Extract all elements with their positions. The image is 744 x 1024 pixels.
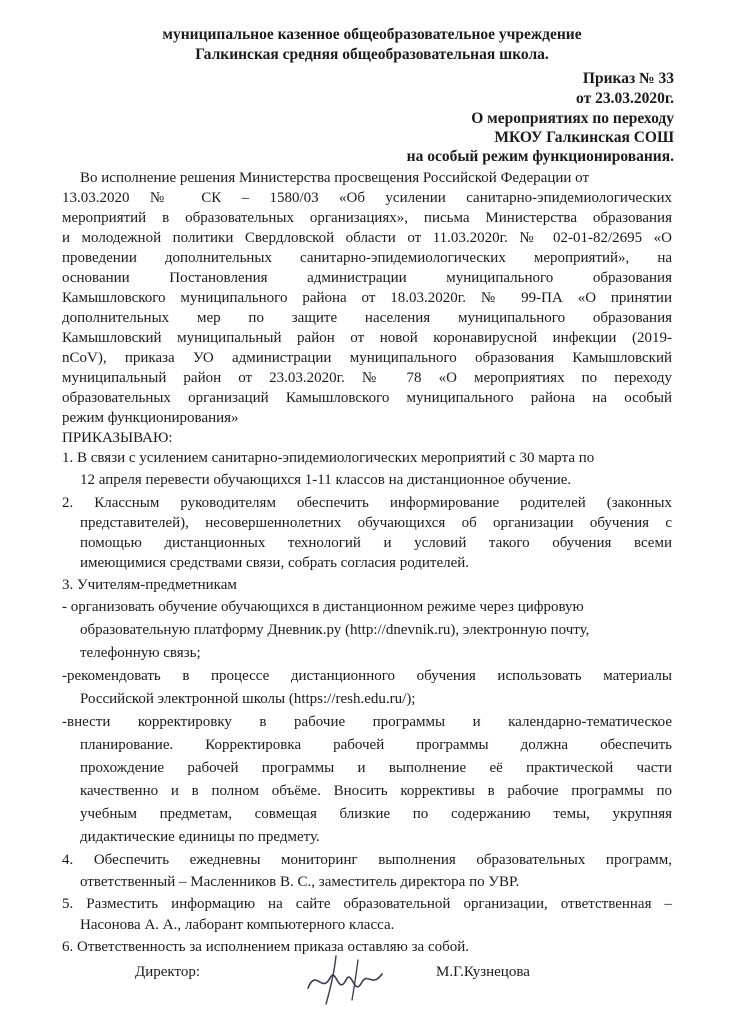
signatory-role: Директор: bbox=[135, 964, 201, 980]
preamble-line: Камышловский муниципальный район от новой коронавирусной инфекции (2019- bbox=[62, 330, 672, 346]
preamble-line: дополнительных мер по защите населения муниципального образования bbox=[62, 310, 672, 326]
preamble-line: Камышловского муниципального района от 18.03.2020г. № 99-ПА «О принятии bbox=[62, 290, 672, 306]
order-item-line: образовательную платформу Дневник.ру (http://dnevnik.ru), электронную почту, bbox=[80, 622, 590, 638]
preamble-line: 13.03.2020 № СК – 1580/03 «Об усилении санитарно-эпидемиологических bbox=[62, 190, 672, 206]
org-name-line1: муниципальное казенное общеобразовательное учреждение bbox=[162, 26, 582, 43]
preamble-line: муниципальный район от 23.03.2020г. № 78 «О мероприятиях по переходу bbox=[62, 370, 672, 386]
order-item-line: дидактические единицы по предмету. bbox=[80, 829, 320, 845]
order-word: ПРИКАЗЫВАЮ: bbox=[62, 430, 173, 446]
order-item-line: 2. Классным руководителям обеспечить информирование родителей (законных bbox=[62, 495, 672, 511]
order-date: от 23.03.2020г. bbox=[576, 90, 674, 107]
order-item-line: 12 апреля перевести обучающихся 1-11 классов на дистанционное обучение. bbox=[80, 472, 572, 488]
order-item-line: 5. Разместить информацию на сайте образовательной организации, ответственная – bbox=[62, 896, 672, 912]
preamble-line: мероприятий в образовательных организациях», письма Министерства образования bbox=[62, 210, 672, 226]
order-item-line: -внести корректировку в рабочие программы и календарно-тематическое bbox=[62, 714, 672, 730]
order-title-line3: на особый режим функционирования. bbox=[406, 148, 674, 165]
preamble-line: Во исполнение решения Министерства просвещения Российской Федерации от bbox=[80, 170, 590, 186]
order-number: Приказ № 33 bbox=[582, 70, 674, 87]
order-item-line: 1. В связи с усилением санитарно-эпидемиологических мероприятий с 30 марта по bbox=[62, 450, 595, 466]
order-item-line: представителей), несовершеннолетних обучающихся об организации обучения с bbox=[80, 515, 672, 531]
org-name-line2: Галкинская средняя общеобразовательная школа. bbox=[195, 46, 549, 63]
preamble-line: проведении дополнительных санитарно-эпидемиологических мероприятий», на bbox=[62, 250, 672, 266]
order-title-line2: МКОУ Галкинская СОШ bbox=[494, 129, 674, 146]
order-item-line: -рекомендовать в процессе дистанционного обучения использовать материалы bbox=[62, 668, 672, 684]
preamble-line: nCoV), приказа УО администрации муниципального образования Камышловский bbox=[62, 350, 672, 366]
preamble-line: и молодежной политики Свердловской области от 11.03.2020г. № 02-01-82/2695 «О bbox=[62, 230, 672, 246]
order-item-line: Насонова А. А., лаборант компьютерного класса. bbox=[80, 917, 395, 933]
order-item-line: прохождение рабочей программы и выполнение её практической части bbox=[80, 760, 672, 776]
order-item-line: 3. Учителям-предметникам bbox=[62, 577, 237, 593]
signatory-name: М.Г.Кузнецова bbox=[436, 964, 530, 980]
order-item-line: Российской электронной школы (https://resh.edu.ru/); bbox=[80, 691, 416, 707]
order-item-line: помощью дистанционных технологий и условий такого обучения всеми bbox=[80, 535, 672, 551]
preamble-line: основании Постановления администрации муниципального образования bbox=[62, 270, 672, 286]
preamble-line: образовательных организаций Камышловского муниципального района на особый bbox=[62, 390, 672, 406]
order-title-line1: О мероприятиях по переходу bbox=[471, 110, 674, 127]
order-item-line: учебным предметам, совмещая близкие по содержанию темы, укрупняя bbox=[80, 806, 672, 822]
order-item-line: 6. Ответственность за исполнением приказа оставляю за собой. bbox=[62, 939, 470, 955]
order-item-line: - организовать обучение обучающихся в дистанционном режиме через цифровую bbox=[62, 599, 584, 615]
order-item-line: телефонную связь; bbox=[80, 645, 201, 661]
order-item-line: 4. Обеспечить ежедневны мониторинг выполнения образовательных программ, bbox=[62, 852, 672, 868]
order-item-line: имеющимися средствами связи, собрать согласия родителей. bbox=[80, 555, 470, 571]
order-item-line: планирование. Корректировка рабочей программы должна обеспечить bbox=[80, 737, 672, 753]
handwritten-signature bbox=[300, 938, 390, 1008]
order-item-line: ответственный – Масленников В. С., заместитель директора по УВР. bbox=[80, 874, 520, 890]
order-item-line: качественно и в полном объёме. Вносить коррективы в рабочие программы по bbox=[80, 783, 672, 799]
preamble-line: режим функционирования» bbox=[62, 410, 239, 426]
